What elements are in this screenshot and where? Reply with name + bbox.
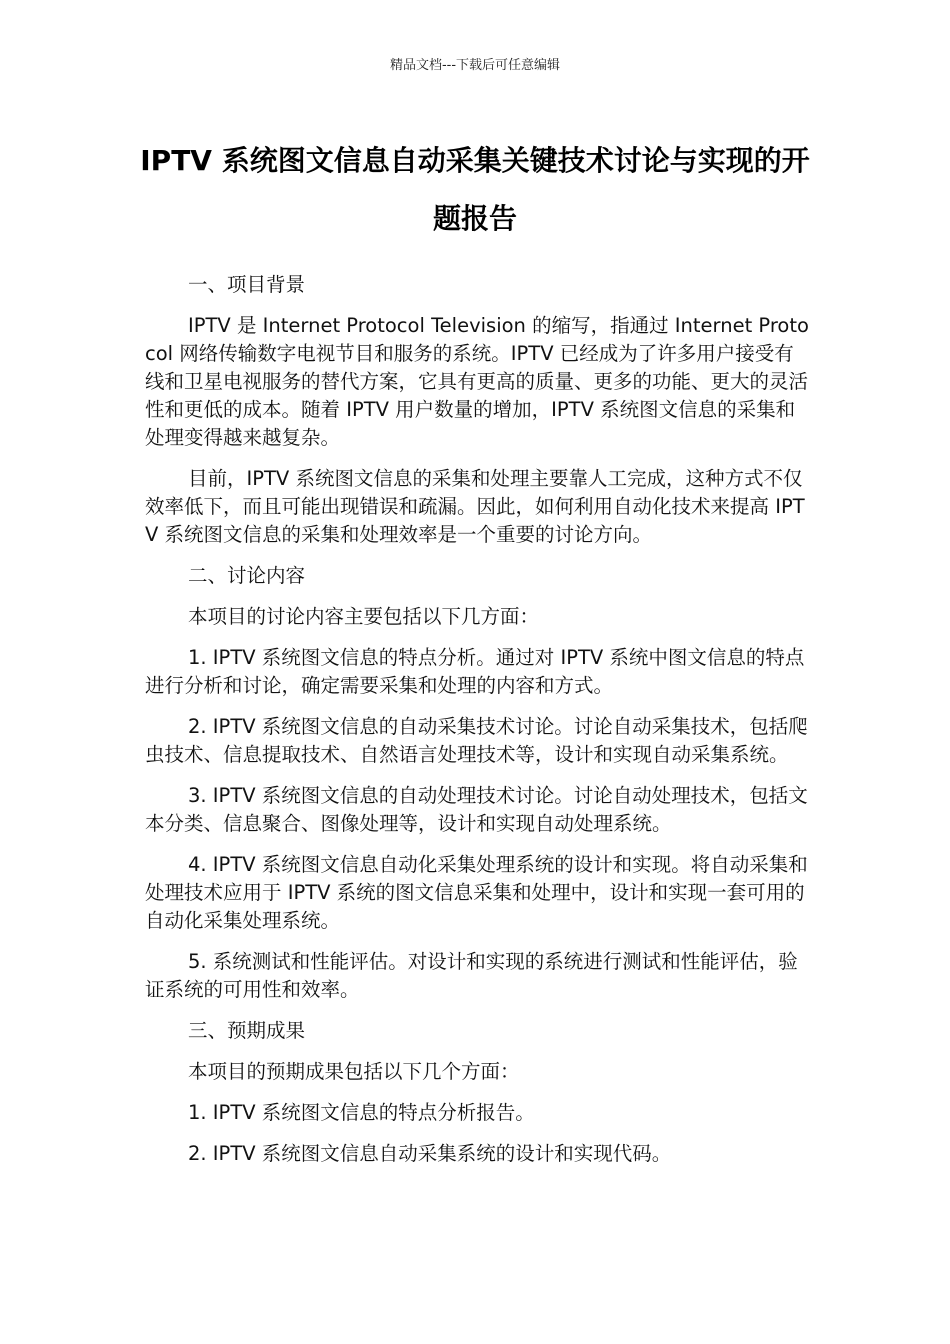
- header-note: 精品文档---下载后可任意编辑: [389, 58, 561, 73]
- paragraph-background-1: IPTV 是 Internet Protocol Television 的缩写，指通过 Internet Protocol 网络传输数字电视节目和服务的系统。IPTV 已经成为了许多用户接受有线和卫星电视服务的替代方案，它具有更高的质量、更多的功能、更大的灵活性和更低的成本。随着 IPTV 用户数量的增加，IPTV 系统图文信息的采集和处理变得越来越复杂。: [145, 314, 809, 449]
- content-item-4: 4. IPTV 系统图文信息自动化采集处理系统的设计和实现。将自动采集和处理技术应用于 IPTV 系统的图文信息采集和处理中，设计和实现一套可用的自动化采集处理系统。: [145, 853, 808, 932]
- section-heading-background: 一、项目背景: [188, 273, 306, 296]
- document-body: [145, 271, 809, 1181]
- paragraph-content-intro: 本项目的讨论内容主要包括以下几方面：: [188, 605, 540, 628]
- paragraph-outcomes-intro: 本项目的预期成果包括以下几个方面：: [188, 1060, 520, 1083]
- section-heading-content: 二、讨论内容: [188, 564, 306, 587]
- content-item-1: 1. IPTV 系统图文信息的特点分析。通过对 IPTV 系统中图文信息的特点进行分析和讨论，确定需要采集和处理的内容和方式。: [145, 646, 805, 697]
- paragraph-background-2: 目前，IPTV 系统图文信息的采集和处理主要靠人工完成，这种方式不仅效率低下，而且可能出现错误和疏漏。因此，如何利用自动化技术来提高 IPTV 系统图文信息的采集和处理效率是一个重要的讨论方向。: [145, 467, 805, 546]
- document-title: IPTV 系统图文信息自动采集关键技术讨论与实现的开题报告: [140, 144, 810, 235]
- content-item-5: 5. 系统测试和性能评估。对设计和实现的系统进行测试和性能评估，验证系统的可用性和效率。: [145, 950, 798, 1001]
- section-heading-outcomes: 三、预期成果: [188, 1019, 306, 1042]
- outcome-item-1: 1. IPTV 系统图文信息的特点分析报告。: [188, 1101, 535, 1124]
- outcome-item-2: 2. IPTV 系统图文信息自动采集系统的设计和实现代码。: [188, 1142, 672, 1165]
- content-item-3: 3. IPTV 系统图文信息的自动处理技术讨论。讨论自动处理技术，包括文本分类、信息聚合、图像处理等，设计和实现自动处理系统。: [145, 784, 808, 835]
- content-item-2: 2. IPTV 系统图文信息的自动采集技术讨论。讨论自动采集技术，包括爬虫技术、信息提取技术、自然语言处理技术等，设计和实现自动采集系统。: [145, 715, 808, 766]
